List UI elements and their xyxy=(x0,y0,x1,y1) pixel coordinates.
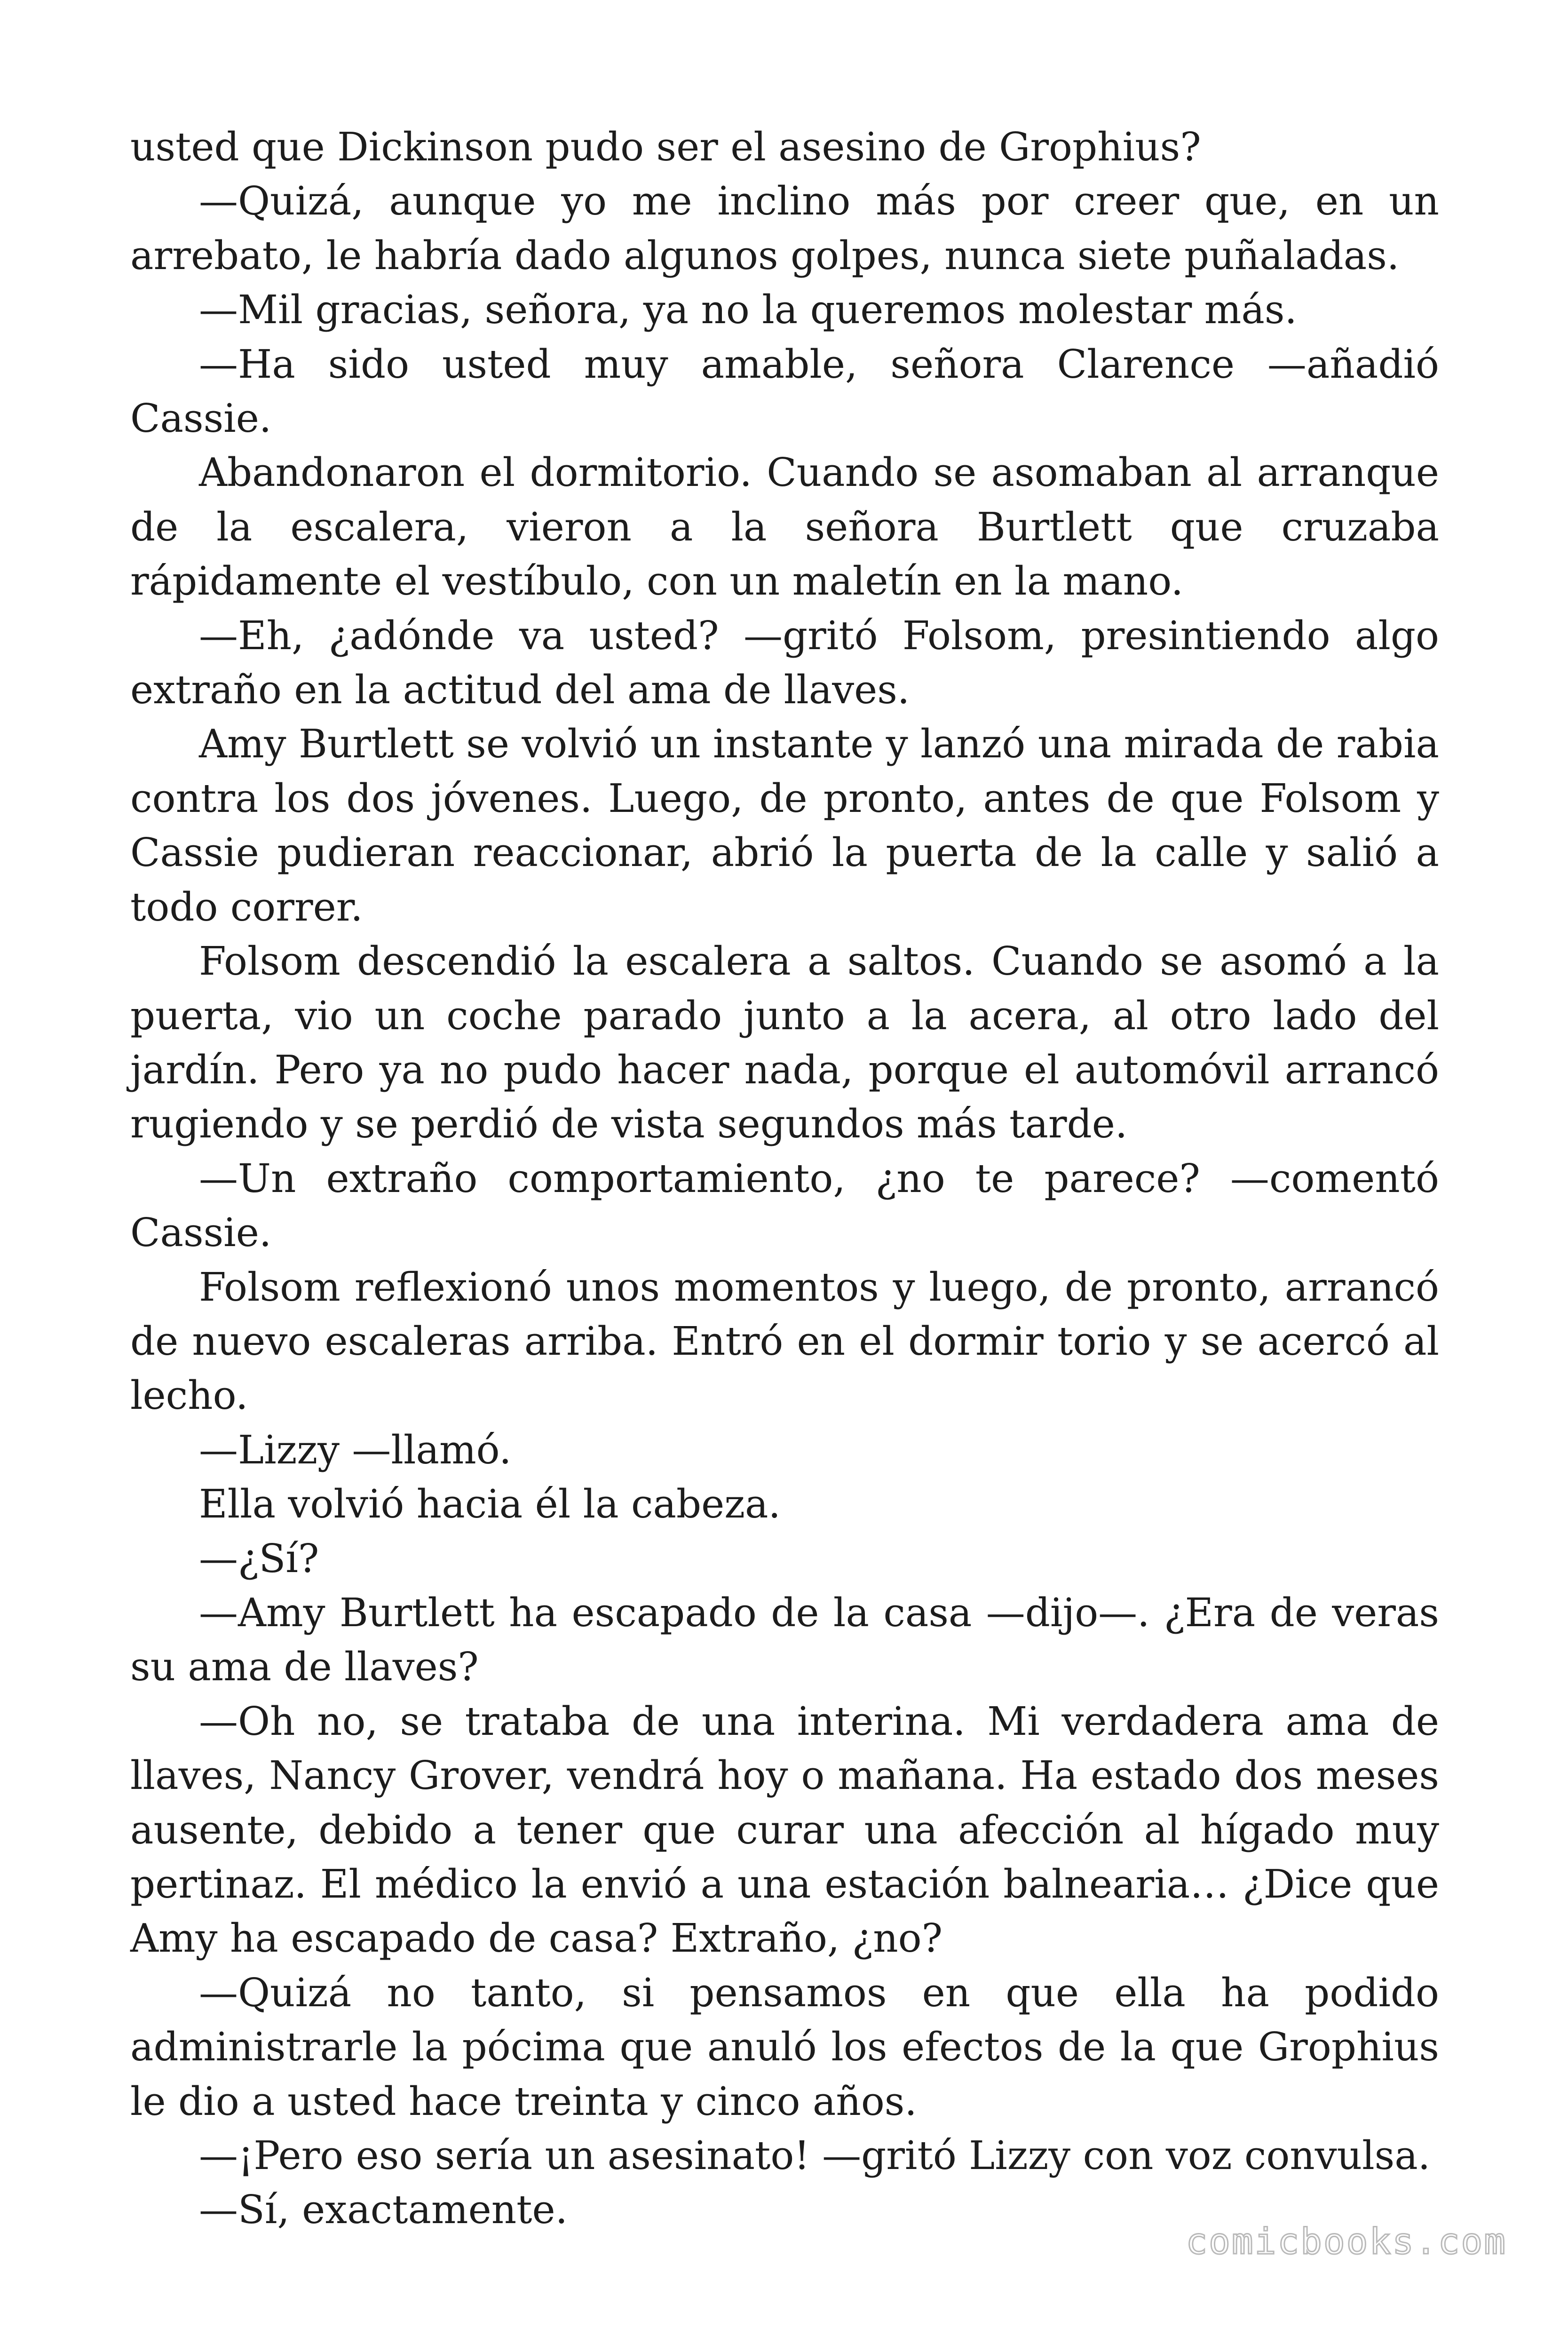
paragraph: Ella volvió hacia él la cabeza. xyxy=(199,1481,781,1527)
paragraph: —Eh, ¿adónde va usted? —gritó Folsom, presintiendo algo extraño en la actitud del ama de llaves. xyxy=(130,612,1439,713)
paragraph: —Lizzy —llamó. xyxy=(199,1427,512,1473)
paragraph: Amy Burtlett se volvió un instante y lanzó una mirada de rabia contra los dos jóvenes. Luego, de pronto, antes de que Folsom y Cassie pudieran reaccionar, abrió la puerta de la calle y salió a todo correr. xyxy=(130,721,1439,930)
watermark: comicbooks.com xyxy=(1186,2220,1507,2262)
paragraph: —¿Sí? xyxy=(199,1535,319,1581)
paragraph: —Quizá, aunque yo me inclino más por creer que, en un arrebato, le habría dado algunos golpes, nunca siete puñaladas. xyxy=(130,178,1439,278)
paragraph: —Mil gracias, señora, ya no la queremos molestar más. xyxy=(199,287,1297,333)
paragraph: —Oh no, se trataba de una interina. Mi verdadera ama de llaves, Nancy Grover, vendrá hoy o mañana. Ha estado dos meses ausente, debido a tener que curar una afección al hígado muy pertinaz. El médico la envió a una estación balnearia… ¿Dice que Amy ha escapado de casa? Extraño, ¿no? xyxy=(130,1698,1439,1962)
paragraph: Folsom descendió la escalera a saltos. Cuando se asomó a la puerta, vio un coche parado junto a la acera, al otro lado del jardín. Pero ya no pudo hacer nada, porque el automóvil arrancó rugiendo y se perdió de vista segundos más tarde. xyxy=(130,938,1439,1147)
paragraph: —Amy Burtlett ha escapado de la casa —dijo—. ¿Era de veras su ama de llaves? xyxy=(130,1589,1439,1690)
paragraph: Abandonaron el dormitorio. Cuando se asomaban al arranque de la escalera, vieron a la señora Burtlett que cruzaba rápidamente el vestíbulo, con un maletín en la mano. xyxy=(130,450,1439,604)
paragraph: —Quizá no tanto, si pensamos en que ella ha podido administrarle la pócima que anuló los efectos de la que Grophius le dio a usted hace treinta y cinco años. xyxy=(130,1970,1439,2124)
paragraph: —Un extraño comportamiento, ¿no te parece? —comentó Cassie. xyxy=(130,1155,1439,1256)
paragraph: usted que Dickinson pudo ser el asesino de Grophius? xyxy=(130,124,1201,170)
paragraph: —¡Pero eso sería un asesinato! —gritó Lizzy con voz convulsa. xyxy=(199,2133,1431,2179)
paragraph: —Sí, exactamente. xyxy=(199,2187,568,2233)
paragraph: Folsom reflexionó unos momentos y luego, de pronto, arrancó de nuevo escaleras arriba. Entró en el dormir torio y se acercó al lecho. xyxy=(130,1264,1439,1419)
body-text xyxy=(130,120,1439,2237)
paragraph: —Ha sido usted muy amable, señora Clarence —añadió Cassie. xyxy=(130,341,1439,442)
